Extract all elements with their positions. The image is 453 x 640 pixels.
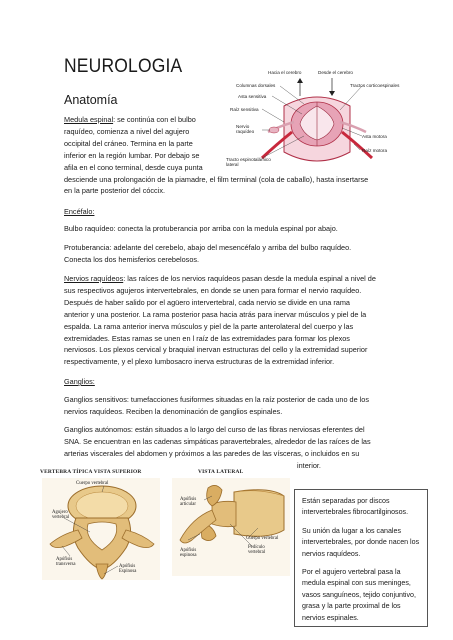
medula-paragraph: Medula espinal: se continúa con el bulbo raquídeo, comienza a nivel del agujero occipital del cráneo. Termina en la parte inferior en la región lumbar. Por debajo se afila en el cono terminal, desde cuya punta desciende una prolongación de la piamadre, el film terminal (cola de caballo), hasta insertarse en la parte posterior del cóccix.: [64, 115, 369, 196]
label-asta-sensitiva: Asta sensitiva: [238, 94, 267, 99]
label-cuerpo-vertebral-lat: Cuerpo vertebral: [246, 536, 279, 541]
caption-vista-lateral: VISTA LATERAL: [198, 469, 244, 475]
page-title: NEUROLOGIA: [64, 56, 183, 77]
label-pediculo-vertebral: Pedículo vertebral: [248, 545, 266, 556]
term-nervios-raquideos: Nervios raquídeos: [64, 274, 124, 283]
ganglios-sensitivos: Ganglios sensitivos: tumefacciones fusiformes situadas en la raíz posterior de cada uno de los nervios raquídeos. Reciben la denominación de ganglios espinales.: [64, 395, 370, 416]
heading-ganglios: Ganglios:: [64, 377, 95, 386]
label-cuerpo-vertebral-sup: Cuerpo vertebral: [76, 481, 109, 486]
label-agujero-vertebral: Agujero vertebral: [52, 510, 70, 521]
vertebra-lateral-illustration: [172, 478, 290, 576]
sidebox-p2: Su unión da lugar a los canales intervertebrales, por donde nacen los nervios raquídeos.: [302, 526, 420, 558]
label-raiz-motora: Raíz motora: [362, 148, 388, 153]
label-nervio-raquideo: Nervio raquídeo: [236, 124, 255, 134]
nervios-paragraph: Nervios raquídeos: las raíces de los nervios raquídeos pasan desde la medula espinal a nivel de sus respectivos agujeros intervertebrales, en donde se unen para formar el nervio raquídeo. Después de haber salido por el agüero intervertebral, cada nervio se divide en una rama anterior y una posterior. La rama posterior pasa hacia atrás para inervar músculos y piel de la espalda. La rama anterior inerva músculos y piel de la parte anterolateral del cuerpo y las extremidades. Estas ramas se unen en l raíz de las extremidades para formar los plexos nerviosos. Los plexos cervical y braquial inervan estructuras del cello y la extremidad superior respectivamente, y el plexo lumbosacro inerva estructuras de la extremidad inferior.: [64, 274, 376, 367]
section-heading-anatomia: Anatomía: [64, 93, 118, 107]
caption-vertebra-superior: VERTEBRA TÍPICA VISTA SUPERIOR: [40, 469, 142, 475]
label-desde-cerebro: Desde el cerebro: [318, 70, 353, 75]
label-tracto-espinotalamico: Tracto espinotalámico lateral: [226, 157, 271, 167]
label-apofisis-espinosa-lat: Apófisis espinosa: [180, 548, 197, 559]
ganglios-autonomos-end: interior.: [297, 461, 321, 470]
label-apofisis-espinosa-sup: Apófisis Espinosa: [119, 564, 137, 575]
ganglios-autonomos: Ganglios autónomos: están situados a lo largo del curso de las fibras nerviosas eferentes del SNA. Se encuentran en las cadenas simpáticas paravertebrales, alrededor de las raíces de las arterias viscerales del abdomen y próximos a las paredes de las vísceras, o incluidos en su: [64, 425, 371, 458]
sidebox-p1: Están separadas por discos intervertebrales fibrocartilginosos.: [302, 497, 409, 517]
sidebox-p3: Por el agujero vertebral pasa la medula espinal con sus meninges, vasos sanguíneos, tejido conjuntivo, grasa y la parte proximal de los nervios espinales.: [302, 568, 416, 622]
label-tractos-corticoespinales: Tractos corticoespinales: [350, 83, 400, 88]
label-raiz-sensitiva: Raíz sensitiva: [230, 107, 259, 112]
label-apofisis-articular: Apófisis articular: [180, 497, 197, 508]
label-asta-motora: Asta motora: [362, 134, 387, 139]
encefalo-bulbo: Bulbo raquídeo: conecta la protuberancia por arriba con la medula espinal por abajo.: [64, 224, 338, 233]
sidebox: [294, 489, 428, 627]
term-medula-espinal: Medula espinal: [64, 115, 114, 124]
label-hacia-cerebro: Hacia el cerebro: [268, 70, 302, 75]
encefalo-protuberancia: Protuberancia: adelante del cerebelo, abajo del mesencéfalo y arriba del bulbo raquídeo. Conecta los dos hemisferios cerebelosos.: [64, 243, 352, 264]
label-columnas-dorsales: Columnas dorsales: [236, 83, 276, 88]
label-apofisis-transversa: Apófisis transversa: [56, 557, 76, 568]
heading-encefalo: Encéfalo:: [64, 207, 95, 216]
